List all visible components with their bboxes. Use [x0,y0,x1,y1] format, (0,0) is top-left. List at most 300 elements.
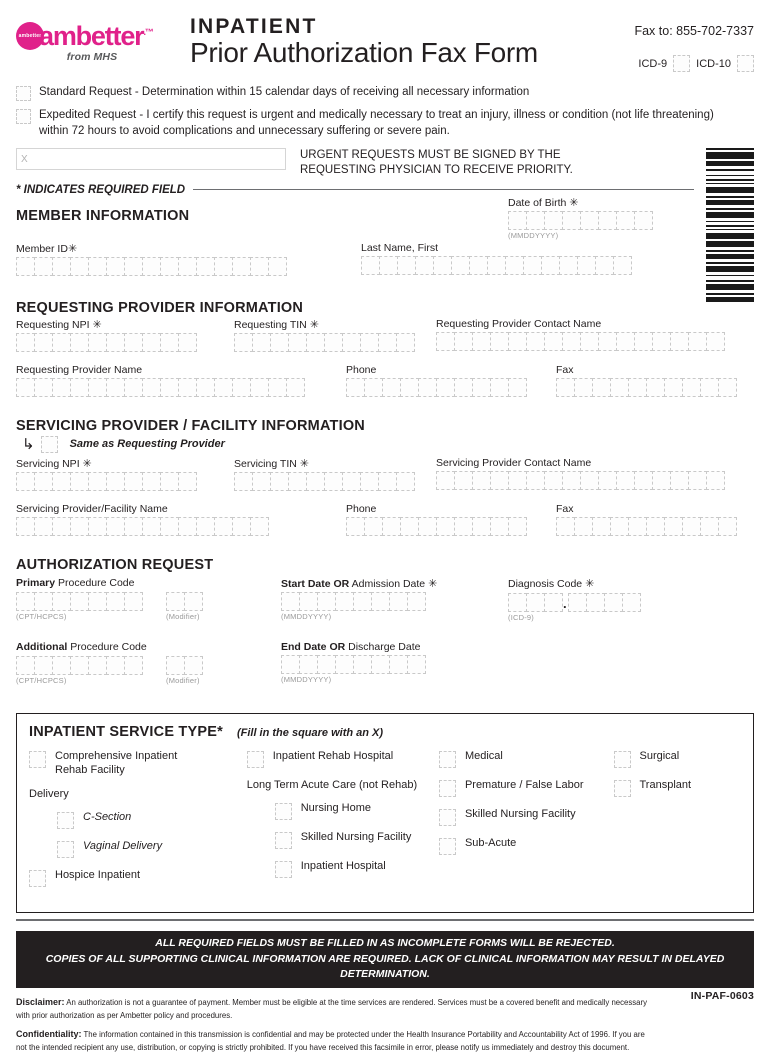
input-cell[interactable] [70,472,89,491]
input-cell[interactable] [454,332,473,351]
input-cell[interactable] [324,333,343,352]
input-cell[interactable] [160,378,179,397]
input-cell[interactable] [688,332,707,351]
input-cell[interactable] [106,472,125,491]
input-cell[interactable] [389,655,408,674]
input-cell[interactable] [378,472,397,491]
member-id-input[interactable] [16,257,286,276]
service-type-checkbox[interactable] [439,838,456,855]
requesting-provider-name-input[interactable] [16,378,304,397]
service-type-option[interactable] [275,860,439,878]
input-cell[interactable] [234,472,253,491]
input-cell[interactable] [52,517,71,536]
input-cell[interactable] [472,378,491,397]
service-type-checkbox[interactable] [439,780,456,797]
input-cell[interactable] [70,592,89,611]
input-cell[interactable] [568,593,587,612]
input-cell[interactable] [184,592,203,611]
required-field-note-row [16,184,754,196]
input-cell[interactable] [306,472,325,491]
input-cell[interactable] [124,257,143,276]
input-cell[interactable] [598,471,617,490]
input-cell[interactable] [16,656,35,675]
servicing-facility-name-input[interactable] [16,517,268,536]
inpatient-service-type-panel [16,713,754,914]
input-cell[interactable] [124,656,143,675]
input-cell[interactable] [634,211,653,230]
input-cell[interactable] [268,378,287,397]
input-cell[interactable] [670,332,689,351]
input-cell[interactable] [232,378,251,397]
input-cell[interactable] [407,592,426,611]
input-cell[interactable] [88,472,107,491]
input-cell[interactable] [472,517,491,536]
input-cell[interactable] [288,333,307,352]
input-cell[interactable] [106,592,125,611]
input-cell[interactable] [646,378,665,397]
input-cell[interactable] [487,256,506,275]
input-cell[interactable] [286,378,305,397]
input-cell[interactable] [382,378,401,397]
input-cell[interactable] [142,257,161,276]
request-type-options [16,85,754,139]
input-cell[interactable] [88,378,107,397]
input-cell[interactable] [88,656,107,675]
field-diagnosis-code [508,577,640,622]
service-type-checkbox[interactable] [275,861,292,878]
input-cell[interactable] [353,592,372,611]
input-cell[interactable] [214,517,233,536]
input-cell[interactable] [88,257,107,276]
requesting-phone-input[interactable] [346,378,526,397]
input-cell[interactable] [124,472,143,491]
servicing-provider-fields [16,457,754,545]
additional-modifier-input[interactable] [166,656,202,675]
input-cell[interactable] [142,333,161,352]
input-cell[interactable] [580,471,599,490]
requesting-contact-name-input[interactable] [436,332,724,351]
input-cell[interactable] [562,332,581,351]
input-cell[interactable] [378,333,397,352]
input-cell[interactable] [214,378,233,397]
input-cell[interactable] [397,256,416,275]
icd9-checkbox[interactable] [673,55,690,72]
input-cell[interactable] [270,333,289,352]
input-cell[interactable] [634,471,653,490]
input-cell[interactable] [508,471,527,490]
input-cell[interactable] [88,333,107,352]
input-cell[interactable] [160,472,179,491]
same-as-requesting-label: Same as Requesting Provider [69,438,225,451]
input-cell[interactable] [580,332,599,351]
input-cell[interactable] [184,656,203,675]
input-cell[interactable] [562,211,581,230]
input-cell[interactable] [178,378,197,397]
input-cell[interactable] [70,257,89,276]
input-cell[interactable] [250,517,269,536]
service-type-option[interactable] [439,750,614,768]
input-cell[interactable] [469,256,488,275]
start-date-input[interactable] [281,592,437,611]
input-cell[interactable] [616,332,635,351]
requesting-fax-input[interactable] [556,378,736,397]
input-cell[interactable] [178,472,197,491]
input-cell[interactable] [562,471,581,490]
input-cell[interactable] [335,655,354,674]
input-cell[interactable] [508,593,527,612]
input-cell[interactable] [418,517,437,536]
input-cell[interactable] [436,517,455,536]
input-cell[interactable] [52,472,71,491]
input-cell[interactable] [604,593,623,612]
input-cell[interactable] [106,333,125,352]
input-cell[interactable] [526,332,545,351]
input-cell[interactable] [598,332,617,351]
input-cell[interactable] [544,593,563,612]
input-cell[interactable] [652,471,671,490]
barcode-bar [706,169,754,171]
input-cell[interactable] [688,471,707,490]
input-cell[interactable] [299,655,318,674]
service-type-option[interactable] [57,811,247,829]
input-cell[interactable] [379,256,398,275]
service-type-checkbox[interactable] [29,751,46,768]
input-cell[interactable] [142,378,161,397]
input-cell[interactable] [160,257,179,276]
same-as-requesting-checkbox[interactable] [41,436,58,453]
input-cell[interactable] [472,471,491,490]
input-cell[interactable] [396,472,415,491]
service-type-checkbox[interactable] [247,751,264,768]
input-cell[interactable] [317,592,336,611]
input-cell[interactable] [454,378,473,397]
input-cell[interactable] [407,655,426,674]
input-cell[interactable] [124,592,143,611]
service-type-option[interactable] [29,750,247,778]
input-cell[interactable] [166,656,185,675]
input-cell[interactable] [178,257,197,276]
input-cell[interactable] [541,256,560,275]
input-cell[interactable] [556,517,575,536]
input-cell[interactable] [371,592,390,611]
standard-request-option[interactable] [16,85,754,101]
input-cell[interactable] [505,256,524,275]
input-cell[interactable] [178,517,197,536]
servicing-facility-name-label: Servicing Provider/Facility Name [16,502,168,515]
input-cell[interactable] [232,257,251,276]
input-cell[interactable] [598,211,617,230]
servicing-contact-name-label: Servicing Provider Contact Name [436,456,592,469]
input-cell[interactable] [34,257,53,276]
input-cell[interactable] [613,256,632,275]
input-cell[interactable] [34,656,53,675]
input-cell[interactable] [559,256,578,275]
input-cell[interactable] [196,257,215,276]
field-servicing-npi [16,457,196,491]
service-type-label: Hospice Inpatient [55,869,140,882]
service-type-checkbox[interactable] [614,780,631,797]
input-cell[interactable] [232,517,251,536]
input-cell[interactable] [34,517,53,536]
service-type-label: Comprehensive Inpatient Rehab Facility [55,749,178,776]
expedited-request-checkbox[interactable] [16,109,31,124]
start-date-label: Start Date OR Admission Date ✳ [281,577,438,590]
input-cell[interactable] [52,257,71,276]
input-cell[interactable] [415,256,434,275]
end-date-input[interactable] [281,655,425,674]
input-cell[interactable] [166,592,185,611]
input-cell[interactable] [700,517,719,536]
input-cell[interactable] [346,378,365,397]
input-cell[interactable] [88,517,107,536]
input-cell[interactable] [586,593,605,612]
input-cell[interactable] [508,378,527,397]
requesting-npi-input[interactable] [16,333,196,352]
primary-cpt-input[interactable] [16,592,142,611]
input-cell[interactable] [364,378,383,397]
input-cell[interactable] [360,333,379,352]
servicing-tin-input[interactable] [234,472,414,491]
input-cell[interactable] [682,378,701,397]
input-cell[interactable] [718,378,737,397]
input-cell[interactable] [526,471,545,490]
input-cell[interactable] [616,471,635,490]
input-cell[interactable] [16,472,35,491]
input-cell[interactable] [214,257,233,276]
input-cell[interactable] [574,378,593,397]
input-cell[interactable] [317,655,336,674]
input-cell[interactable] [16,592,35,611]
input-cell[interactable] [52,656,71,675]
input-cell[interactable] [508,332,527,351]
input-cell[interactable] [436,332,455,351]
primary-modifier-input[interactable] [166,592,202,611]
input-cell[interactable] [196,378,215,397]
input-cell[interactable] [610,517,629,536]
diagnosis-code-left-input[interactable] [508,593,562,612]
service-type-checkbox[interactable] [57,812,74,829]
input-cell[interactable] [396,333,415,352]
input-cell[interactable] [664,378,683,397]
additional-cpt-input[interactable] [16,656,142,675]
input-cell[interactable] [652,332,671,351]
input-cell[interactable] [361,256,380,275]
input-cell[interactable] [628,378,647,397]
input-cell[interactable] [70,656,89,675]
input-cell[interactable] [250,257,269,276]
input-cell[interactable] [306,333,325,352]
input-cell[interactable] [682,517,701,536]
input-cell[interactable] [371,655,390,674]
input-cell[interactable] [342,472,361,491]
input-cell[interactable] [556,378,575,397]
input-cell[interactable] [454,517,473,536]
input-cell[interactable] [281,592,300,611]
input-cell[interactable] [592,378,611,397]
service-type-option[interactable] [439,779,614,797]
input-cell[interactable] [526,593,545,612]
input-cell[interactable] [346,517,365,536]
input-cell[interactable] [574,517,593,536]
input-cell[interactable] [454,471,473,490]
input-cell[interactable] [544,211,563,230]
service-type-option[interactable] [439,837,614,855]
input-cell[interactable] [610,378,629,397]
input-cell[interactable] [281,655,300,674]
input-cell[interactable] [196,517,215,536]
service-type-checkbox[interactable] [29,870,46,887]
input-cell[interactable] [252,333,271,352]
input-cell[interactable] [544,332,563,351]
input-cell[interactable] [622,593,641,612]
input-cell[interactable] [268,257,287,276]
input-cell[interactable] [595,256,614,275]
service-type-option[interactable] [614,779,742,797]
input-cell[interactable] [288,472,307,491]
service-type-checkbox[interactable] [439,751,456,768]
input-cell[interactable] [706,471,725,490]
service-type-option[interactable] [275,802,439,820]
input-cell[interactable] [490,332,509,351]
input-cell[interactable] [124,333,143,352]
input-cell[interactable] [577,256,596,275]
input-cell[interactable] [436,471,455,490]
input-cell[interactable] [234,333,253,352]
input-cell[interactable] [124,517,143,536]
input-cell[interactable] [250,378,269,397]
service-type-checkbox[interactable] [439,809,456,826]
input-cell[interactable] [52,333,71,352]
input-cell[interactable] [160,517,179,536]
input-cell[interactable] [490,517,509,536]
expedited-request-option[interactable] [16,108,754,139]
urgent-note-line2: REQUESTING PHYSICIAN TO RECEIVE PRIORITY. [300,163,573,176]
input-cell[interactable] [472,332,491,351]
input-cell[interactable] [508,517,527,536]
input-cell[interactable] [16,517,35,536]
same-as-requesting-row[interactable] [22,436,754,453]
input-cell[interactable] [451,256,470,275]
service-type-option[interactable] [29,869,247,887]
input-cell[interactable] [664,517,683,536]
input-cell[interactable] [106,378,125,397]
last-name-first-input[interactable] [361,256,631,275]
input-cell[interactable] [342,333,361,352]
standard-request-checkbox[interactable] [16,86,31,101]
input-cell[interactable] [34,472,53,491]
input-cell[interactable] [106,257,125,276]
input-cell[interactable] [400,517,419,536]
service-type-checkbox[interactable] [614,751,631,768]
input-cell[interactable] [34,378,53,397]
input-cell[interactable] [646,517,665,536]
input-cell[interactable] [526,211,545,230]
service-type-option[interactable] [57,840,247,858]
input-cell[interactable] [508,211,527,230]
barcode-bar [706,297,754,302]
servicing-phone-input[interactable] [346,517,526,536]
service-type-option[interactable] [275,831,439,849]
input-cell[interactable] [252,472,271,491]
input-cell[interactable] [16,333,35,352]
date-of-birth-input[interactable] [508,211,652,230]
input-cell[interactable] [106,517,125,536]
service-type-option[interactable] [247,750,439,768]
input-cell[interactable] [70,378,89,397]
input-cell[interactable] [70,517,89,536]
service-type-option[interactable] [614,750,742,768]
service-type-checkbox[interactable] [57,841,74,858]
requesting-tin-input[interactable] [234,333,414,352]
input-cell[interactable] [706,332,725,351]
input-cell[interactable] [523,256,542,275]
input-cell[interactable] [490,471,509,490]
input-cell[interactable] [418,378,437,397]
input-cell[interactable] [34,333,53,352]
input-cell[interactable] [389,592,408,611]
input-cell[interactable] [142,517,161,536]
input-cell[interactable] [88,592,107,611]
diagnosis-decimal-separator: . [563,595,567,611]
servicing-npi-input[interactable] [16,472,196,491]
service-type-option[interactable] [439,808,614,826]
servicing-contact-name-input[interactable] [436,471,724,490]
input-cell[interactable] [628,517,647,536]
service-type-checkbox[interactable] [275,832,292,849]
input-cell[interactable] [52,378,71,397]
input-cell[interactable] [324,472,343,491]
input-cell[interactable] [34,592,53,611]
last-name-first-label: Last Name, First [361,241,439,254]
input-cell[interactable] [364,517,383,536]
input-cell[interactable] [335,592,354,611]
input-cell[interactable] [360,472,379,491]
input-cell[interactable] [353,655,372,674]
input-cell[interactable] [718,517,737,536]
input-cell[interactable] [142,472,161,491]
icd10-checkbox[interactable] [737,55,754,72]
input-cell[interactable] [592,517,611,536]
input-cell[interactable] [544,471,563,490]
input-cell[interactable] [70,333,89,352]
input-cell[interactable] [580,211,599,230]
input-cell[interactable] [436,378,455,397]
input-cell[interactable] [490,378,509,397]
input-cell[interactable] [16,378,35,397]
input-cell[interactable] [160,333,179,352]
servicing-fax-input[interactable] [556,517,736,536]
input-cell[interactable] [634,332,653,351]
input-cell[interactable] [400,378,419,397]
diagnosis-code-right-input[interactable] [568,593,640,612]
input-cell[interactable] [16,257,35,276]
input-cell[interactable] [270,472,289,491]
input-cell[interactable] [299,592,318,611]
input-cell[interactable] [124,378,143,397]
signature-input[interactable] [16,148,286,170]
input-cell[interactable] [670,471,689,490]
service-type-checkbox[interactable] [275,803,292,820]
input-cell[interactable] [106,656,125,675]
input-cell[interactable] [700,378,719,397]
input-cell[interactable] [178,333,197,352]
input-cell[interactable] [433,256,452,275]
barcode-bar [706,212,754,218]
input-cell[interactable] [382,517,401,536]
input-cell[interactable] [616,211,635,230]
input-cell[interactable] [52,592,71,611]
barcode-bar [706,148,754,150]
